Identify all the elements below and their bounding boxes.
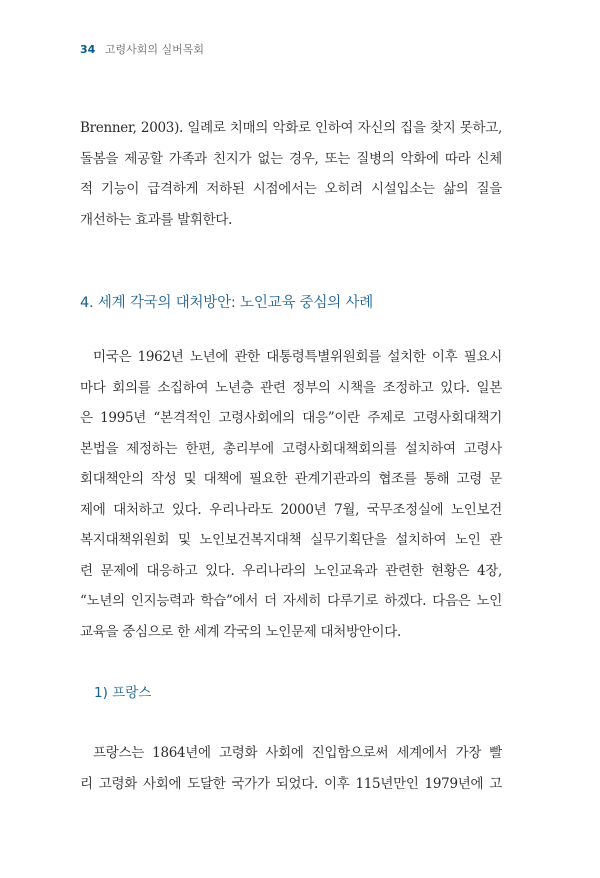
- text-line: 마다 회의를 소집하여 노년층 관련 정부의 시책을 조정하고 있다. 일본: [80, 379, 502, 396]
- paragraph-world-responses: [80, 342, 502, 647]
- text-line: 회대책안의 작성 및 대책에 필요한 관계기관과의 협조를 통해 고령 문: [80, 471, 502, 487]
- paragraph-continuation: [80, 113, 502, 235]
- text-line: 미국은 1962년 노년에 관한 대통령특별위원회를 설치한 이후 필요시: [93, 349, 502, 365]
- text-line: 복지대책위원회 및 노인보건복지대책 실무기획단을 설치하여 노인 관: [80, 532, 502, 548]
- text-line: 적 기능이 급격하게 저하된 시점에서는 오히려 시설입소는 삶의 질을: [80, 181, 502, 197]
- text-line: 본법을 제정하는 한편, 총리부에 고령사회대책회의를 설치하여 고령사: [80, 440, 502, 457]
- text-line: 교육을 중심으로 한 세계 각국의 노인문제 대처방안이다.: [80, 623, 401, 640]
- page-number: 34: [80, 43, 96, 56]
- subsection-heading: 1) 프랑스: [94, 685, 152, 701]
- text-line: 돌봄을 제공할 가족과 친지가 없는 경우, 또는 질병의 악화에 따라 신체: [80, 150, 502, 167]
- book-title: 고령사회의 실버목회: [104, 43, 204, 56]
- paragraph-france: [80, 738, 502, 799]
- text-line: 은 1995년 “본격적인 고령사회에의 대응”이란 주제로 고령사회대책기: [80, 410, 502, 426]
- text-line: 프랑스는 1864년에 고령화 사회에 진입함으로써 세계에서 가장 빨: [93, 745, 502, 761]
- text-line: “노년의 인지능력과 학습”에서 더 자세히 다루기로 하겠다. 다음은 노인: [80, 593, 502, 609]
- text-line: 제에 대처하고 있다. 우리나라도 2000년 7월, 국무조정실에 노인보건: [80, 501, 502, 518]
- text-line: 리 고령화 사회에 도달한 국가가 되었다. 이후 115년만인 1979년에 고: [80, 775, 502, 792]
- text-line: 개선하는 효과를 발휘한다.: [80, 211, 233, 228]
- text-line: 련 문제에 대응하고 있다. 우리나라의 노인교육과 관련한 현황은 4장,: [80, 562, 502, 579]
- text-line: Brenner, 2003). 일례로 치매의 악화로 인하여 자신의 집을 찾지 못하고,: [80, 120, 502, 136]
- section-heading: 4. 세계 각국의 대처방안: 노인교육 중심의 사례: [80, 295, 374, 311]
- running-header: [80, 41, 204, 57]
